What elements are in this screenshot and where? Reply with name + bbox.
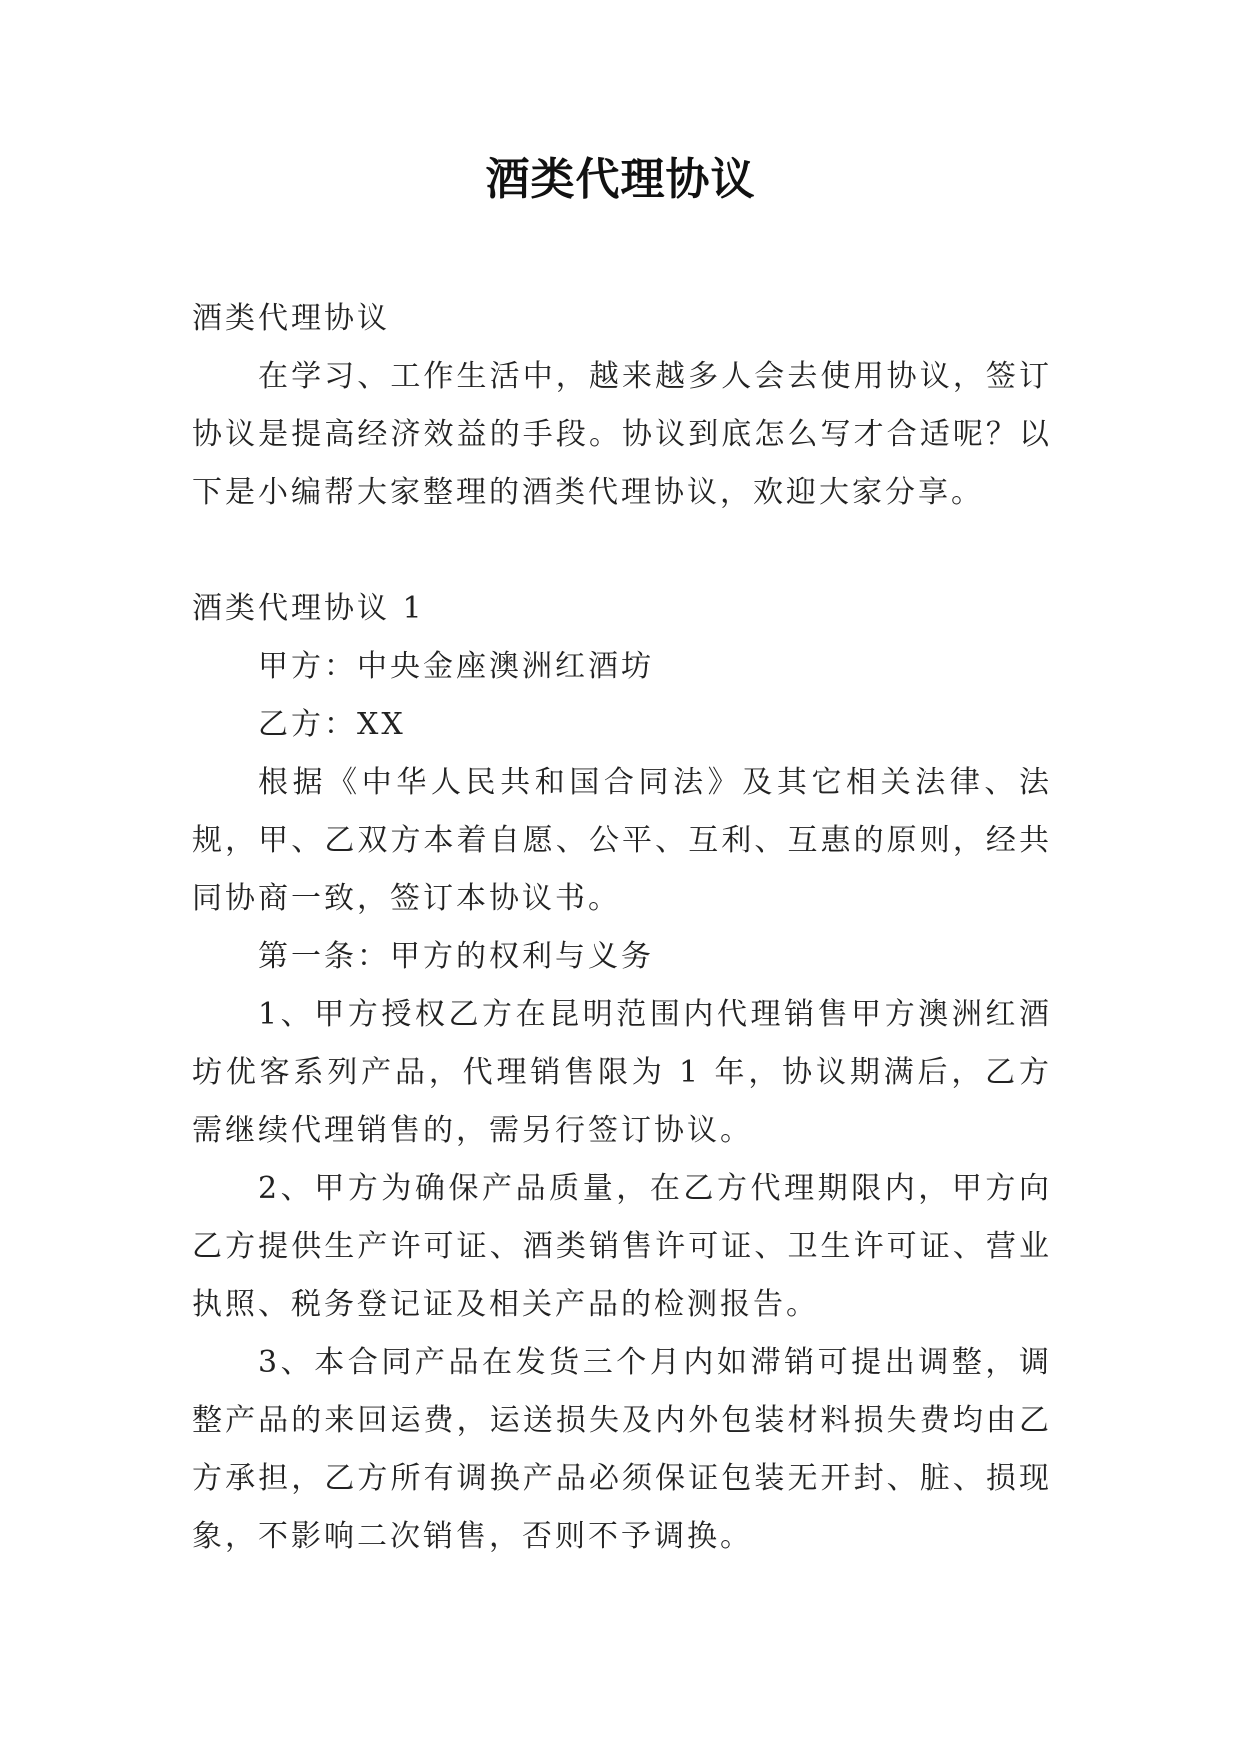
clause-3: 3、本合同产品在发货三个月内如滞销可提出调整，调整产品的来回运费，运送损失及内外包装材料损失费均由乙方承担，乙方所有调换产品必须保证包装无开封、脏、损现象，不影响二次销售，否则不予调换。 bbox=[192, 1345, 1052, 1554]
intro-paragraph: 在学习、工作生活中，越来越多人会去使用协议，签订协议是提高经济效益的手段。协议到底怎么写才合适呢？以下是小编帮大家整理的酒类代理协议，欢迎大家分享。 bbox=[192, 359, 1052, 510]
preamble-paragraph: 根据《中华人民共和国合同法》及其它相关法律、法规，甲、乙双方本着自愿、公平、互利、互惠的原则，经共同协商一致，签订本协议书。 bbox=[192, 765, 1052, 916]
document-title: 酒类代理协议 bbox=[485, 154, 756, 205]
party-b: 乙方：XX bbox=[258, 707, 406, 742]
paragraph-spacer bbox=[192, 522, 1052, 580]
document-heading: 酒类代理协议 bbox=[192, 301, 390, 336]
clause-2: 2、甲方为确保产品质量，在乙方代理期限内，甲方向乙方提供生产许可证、酒类销售许可证、卫生许可证、营业执照、税务登记证及相关产品的检测报告。 bbox=[192, 1171, 1052, 1322]
party-a: 甲方：中央金座澳洲红酒坊 bbox=[258, 649, 654, 684]
article-1-title: 第一条：甲方的权利与义务 bbox=[258, 939, 654, 974]
document-body bbox=[192, 290, 1052, 1566]
clause-1: 1、甲方授权乙方在昆明范围内代理销售甲方澳洲红酒坊优客系列产品，代理销售限为 1 年，协议期满后，乙方需继续代理销售的，需另行签订协议。 bbox=[192, 997, 1052, 1148]
section-title: 酒类代理协议 1 bbox=[192, 591, 425, 626]
